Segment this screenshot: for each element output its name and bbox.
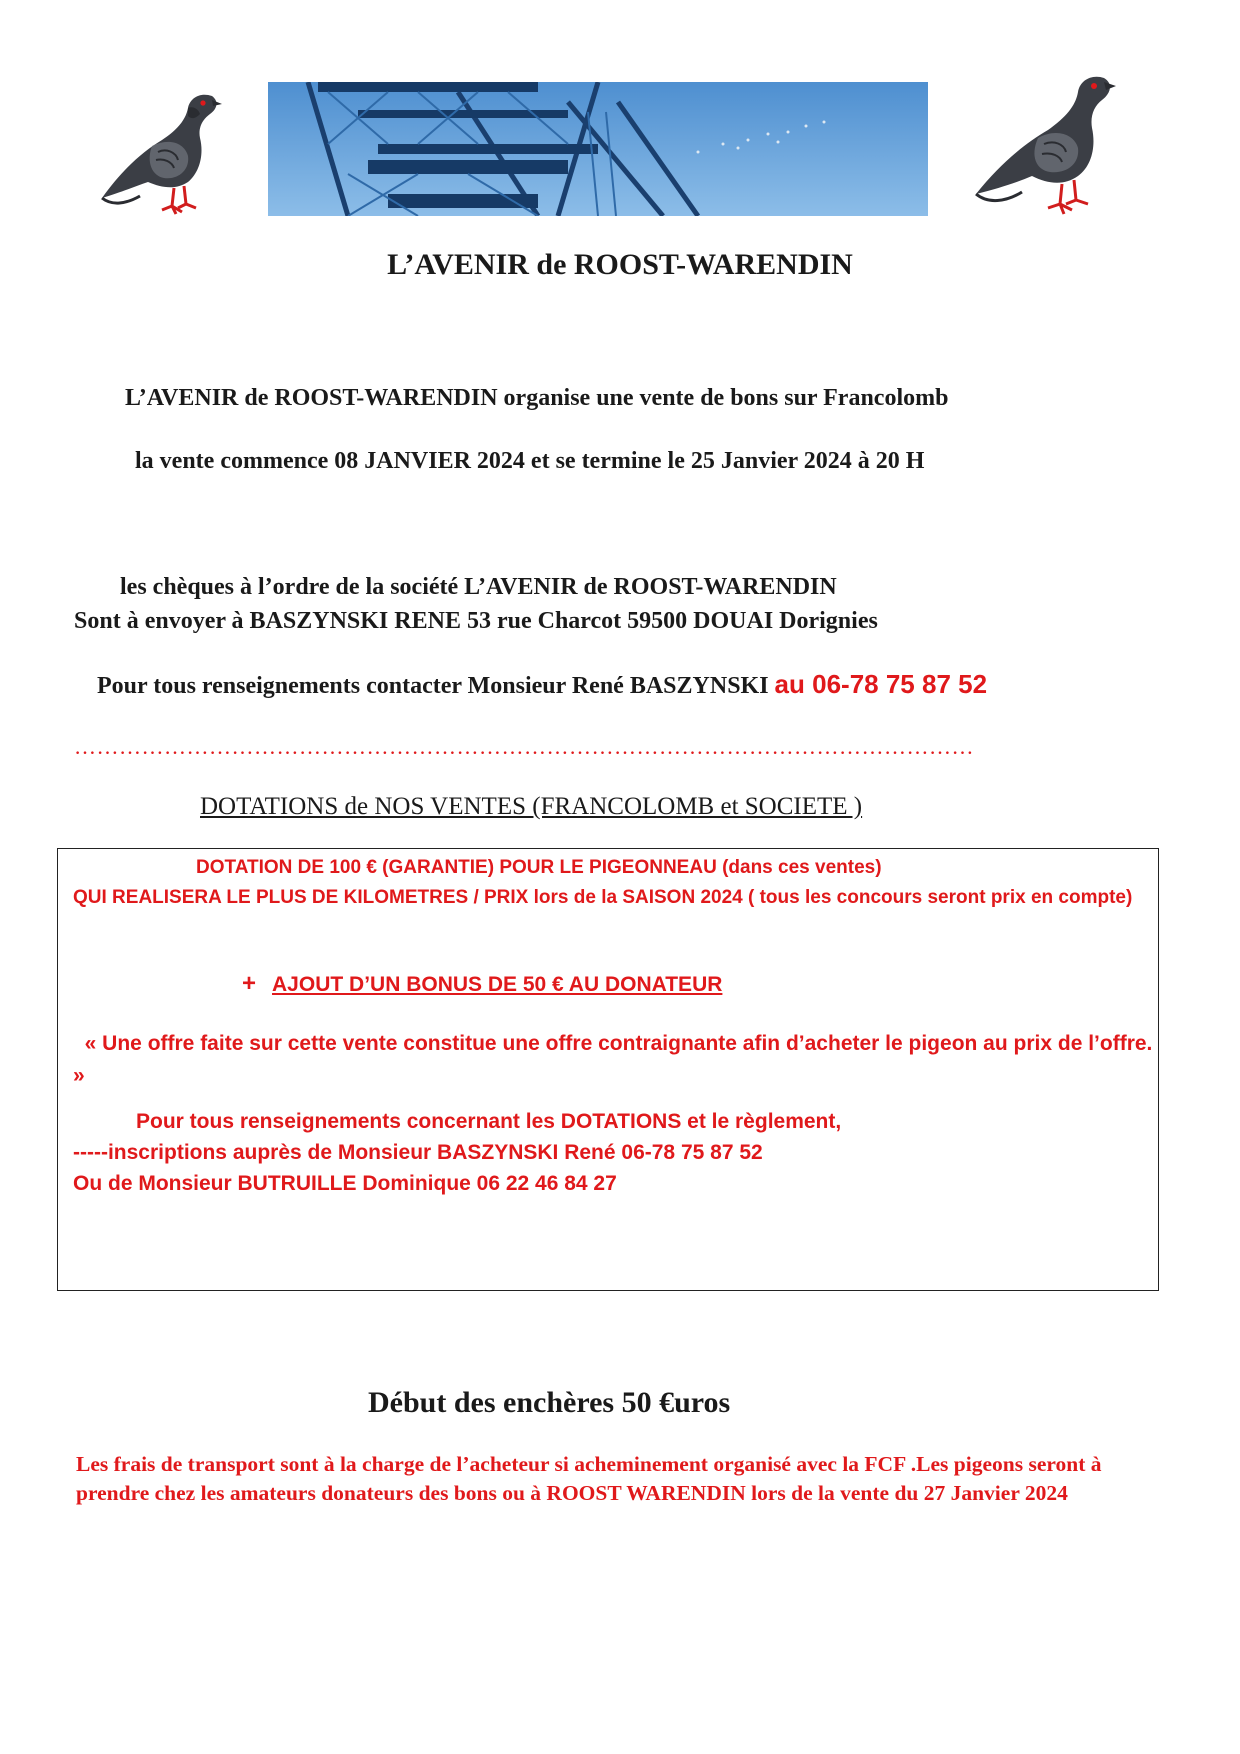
transport-note: Les frais de transport sont à la charge de l’acheteur si acheminement organisé avec la FCF .Les pigeons seront à prendre chez les amateurs donateurs des bons ou à ROOST WARENDIN lors de la vente du 27 Janvier 2024 [76, 1452, 1102, 1505]
page-title: L’AVENIR de ROOST-WARENDIN [387, 248, 853, 281]
banner-image [268, 82, 928, 216]
offer-text-content: « Une offre faite sur cette vente constitue une offre contraignante afin d’acheter le pigeon au prix de l’offre. » [73, 1032, 1153, 1087]
offer-text [73, 1028, 1153, 1092]
contact-text: Pour tous renseignements contacter Monsieur René BASZYNSKI [97, 673, 775, 699]
dotation-line-2: QUI REALISERA LE PLUS DE KILOMETRES / PRIX lors de la SAISON 2024 ( tous les concours seront prix en compte) [73, 887, 1133, 908]
auction-start: Début des enchères 50 €uros [368, 1386, 731, 1419]
contact-phone: au 06-78 75 87 52 [774, 669, 988, 699]
info-line-3: Ou de Monsieur BUTRUILLE Dominique 06 22 46 84 27 [73, 1172, 617, 1195]
info-block [73, 1106, 1153, 1199]
contact-line [97, 669, 987, 700]
intro-line-4: Sont à envoyer à BASZYNSKI RENE 53 rue Charcot 59500 DOUAI Dorignies [74, 608, 878, 634]
intro-line-1: L’AVENIR de ROOST-WARENDIN organise une vente de bons sur Francolomb [125, 385, 949, 411]
bonus-text: AJOUT D’UN BONUS DE 50 € AU DONATEUR [272, 973, 723, 996]
info-line-2: -----inscriptions auprès de Monsieur BASZYNSKI René 06-78 75 87 52 [73, 1141, 763, 1164]
intro-line-3: les chèques à l’ordre de la société L’AVENIR de ROOST-WARENDIN [120, 574, 837, 600]
info-line-1: Pour tous renseignements concernant les DOTATIONS et le règlement, [136, 1110, 842, 1133]
dotation-line-1: DOTATION DE 100 € (GARANTIE) POUR LE PIGEONNEAU (dans ces ventes) [196, 857, 882, 878]
dotted-separator: ………………………………………………………………………………………………………… [74, 734, 974, 759]
pigeon-image-right [968, 72, 1120, 222]
bonus-line [242, 970, 722, 998]
dotations-heading: DOTATIONS de NOS VENTES (FRANCOLOMB et SOCIETE ) [200, 793, 863, 820]
intro-line-2: la vente commence 08 JANVIER 2024 et se termine le 25 Janvier 2024 à 20 H [135, 448, 925, 474]
pigeon-image-left [92, 88, 228, 220]
plus-icon: + [242, 970, 257, 997]
